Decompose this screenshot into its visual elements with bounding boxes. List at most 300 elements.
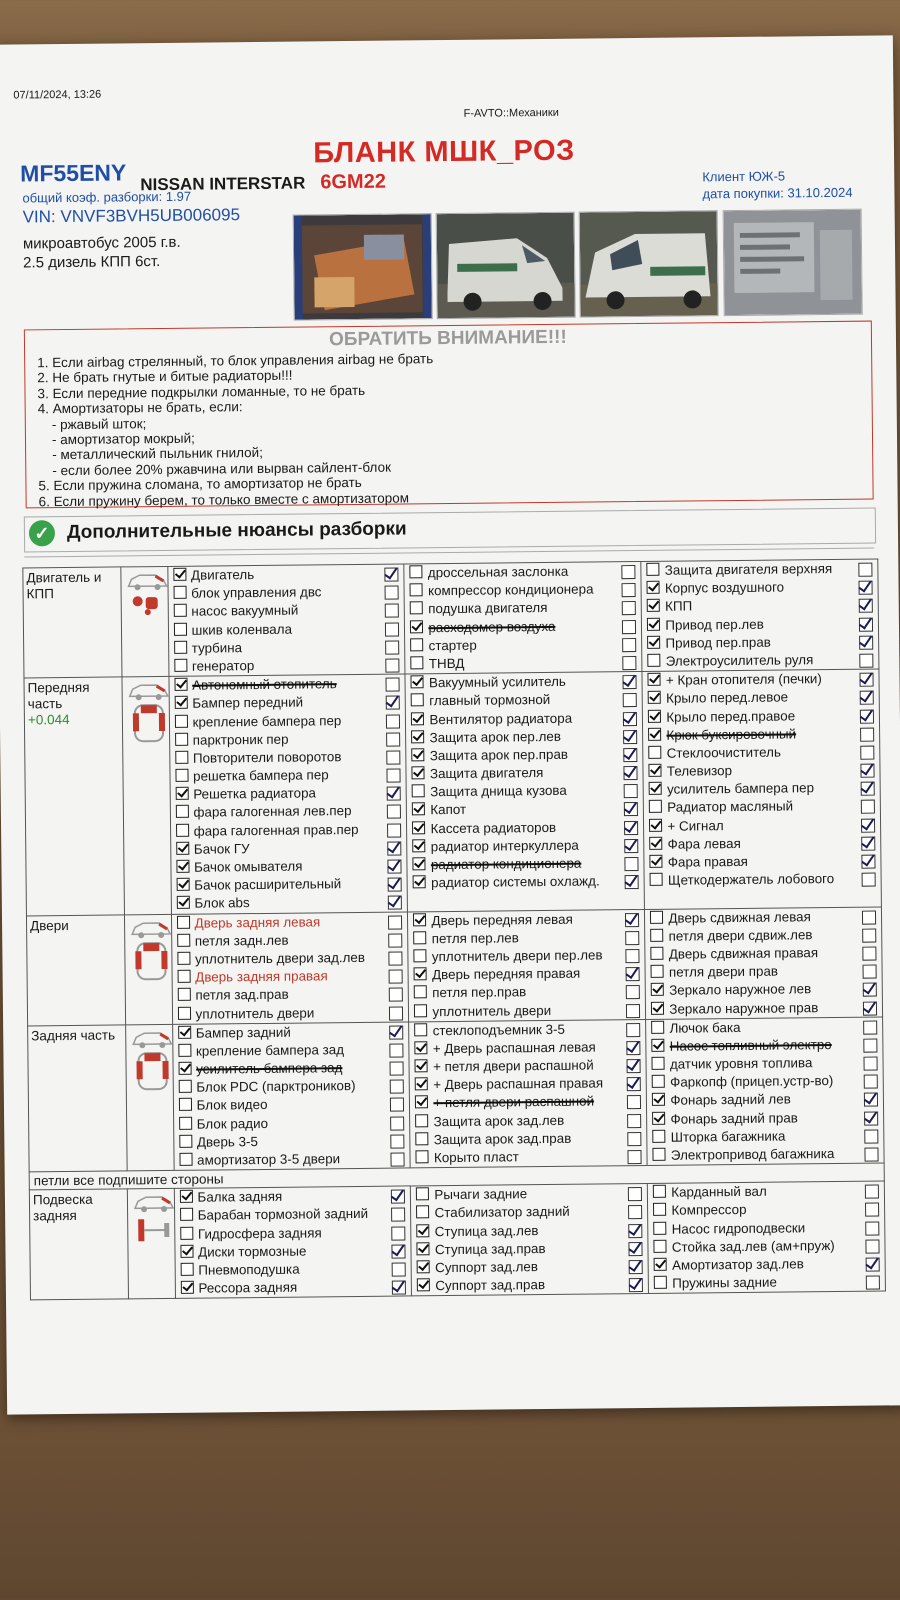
item-checkbox[interactable]	[410, 620, 423, 633]
item-checkbox[interactable]	[180, 1281, 193, 1294]
handwritten-checkbox[interactable]	[861, 836, 875, 850]
checklist-item[interactable]	[170, 583, 402, 604]
checklist-item[interactable]	[648, 1017, 880, 1038]
handwritten-checkbox[interactable]	[392, 1262, 406, 1276]
item-checkbox[interactable]	[647, 599, 660, 612]
item-checkbox[interactable]	[411, 675, 424, 688]
handwritten-checkbox[interactable]	[385, 568, 399, 582]
handwritten-checkbox[interactable]	[627, 1095, 641, 1109]
handwritten-checkbox[interactable]	[861, 855, 875, 869]
checklist-item[interactable]	[644, 596, 876, 617]
checklist-item[interactable]	[645, 650, 877, 671]
item-checkbox[interactable]	[647, 617, 660, 630]
handwritten-checkbox[interactable]	[861, 818, 875, 832]
checklist-item[interactable]	[175, 1095, 407, 1116]
item-checkbox[interactable]	[651, 929, 664, 942]
checklist-item[interactable]	[174, 967, 406, 988]
checklist-item[interactable]	[646, 779, 878, 800]
handwritten-checkbox[interactable]	[864, 1093, 878, 1107]
item-checkbox[interactable]	[414, 986, 427, 999]
handwritten-checkbox[interactable]	[864, 1129, 878, 1143]
checklist-item[interactable]	[411, 982, 643, 1003]
checklist-item[interactable]	[174, 912, 406, 933]
handwritten-checkbox[interactable]	[863, 1038, 877, 1052]
checklist-item[interactable]	[651, 1273, 883, 1294]
item-checkbox[interactable]	[410, 602, 423, 615]
handwritten-checkbox[interactable]	[391, 1152, 405, 1166]
handwritten-checkbox[interactable]	[861, 800, 875, 814]
item-checkbox[interactable]	[174, 659, 187, 672]
checklist-item[interactable]	[414, 1257, 646, 1278]
checklist-item[interactable]	[410, 836, 642, 857]
item-checkbox[interactable]	[650, 837, 663, 850]
checklist-item[interactable]	[413, 1129, 645, 1150]
item-checkbox[interactable]	[173, 604, 186, 617]
checklist-item[interactable]	[175, 1077, 407, 1098]
checklist-item[interactable]	[409, 763, 641, 784]
checklist-item[interactable]	[173, 875, 405, 896]
item-checkbox[interactable]	[177, 952, 190, 965]
handwritten-checkbox[interactable]	[629, 1260, 643, 1274]
checklist-item[interactable]	[174, 930, 406, 951]
handwritten-checkbox[interactable]	[858, 563, 872, 577]
handwritten-checkbox[interactable]	[391, 1134, 405, 1148]
checklist-item[interactable]	[412, 1092, 644, 1113]
item-checkbox[interactable]	[414, 931, 427, 944]
checklist-item[interactable]	[170, 564, 402, 585]
handwritten-checkbox[interactable]	[625, 857, 639, 871]
checklist-item[interactable]	[648, 962, 880, 983]
handwritten-checkbox[interactable]	[387, 823, 401, 837]
item-checkbox[interactable]	[415, 1023, 428, 1036]
checklist-item[interactable]	[409, 799, 641, 820]
checklist-item[interactable]	[171, 655, 403, 676]
item-checkbox[interactable]	[176, 842, 189, 855]
handwritten-checkbox[interactable]	[628, 1205, 642, 1219]
checklist-item[interactable]	[408, 727, 640, 748]
item-checkbox[interactable]	[648, 654, 661, 667]
handwritten-checkbox[interactable]	[626, 1004, 640, 1018]
checklist-item[interactable]	[172, 784, 404, 805]
checklist-item[interactable]	[174, 948, 406, 969]
handwritten-checkbox[interactable]	[387, 750, 401, 764]
item-checkbox[interactable]	[412, 821, 425, 834]
handwritten-checkbox[interactable]	[392, 1208, 406, 1222]
checklist-item[interactable]	[177, 1223, 409, 1244]
handwritten-checkbox[interactable]	[628, 1132, 642, 1146]
checklist-item[interactable]	[646, 797, 878, 818]
checklist-item[interactable]	[176, 1149, 408, 1170]
checklist-item[interactable]	[646, 761, 878, 782]
checklist-item[interactable]	[412, 1038, 644, 1059]
handwritten-checkbox[interactable]	[859, 617, 873, 631]
item-checkbox[interactable]	[178, 1025, 191, 1038]
item-checkbox[interactable]	[174, 714, 187, 727]
checklist-item[interactable]	[409, 818, 641, 839]
item-checkbox[interactable]	[178, 1080, 191, 1093]
handwritten-checkbox[interactable]	[387, 787, 401, 801]
handwritten-checkbox[interactable]	[390, 1043, 404, 1057]
checklist-item[interactable]	[649, 1035, 881, 1056]
handwritten-checkbox[interactable]	[626, 1023, 640, 1037]
checklist-item[interactable]	[171, 675, 403, 696]
checklist-item[interactable]	[172, 747, 404, 768]
item-checkbox[interactable]	[652, 1093, 665, 1106]
handwritten-checkbox[interactable]	[387, 805, 401, 819]
handwritten-checkbox[interactable]	[625, 839, 639, 853]
checklist-item[interactable]	[407, 617, 639, 638]
checklist-item[interactable]	[410, 854, 642, 875]
item-checkbox[interactable]	[417, 1278, 430, 1291]
item-checkbox[interactable]	[648, 673, 661, 686]
item-checkbox[interactable]	[649, 746, 662, 759]
item-checkbox[interactable]	[413, 839, 426, 852]
checklist-item[interactable]	[176, 1131, 408, 1152]
item-checkbox[interactable]	[174, 678, 187, 691]
checklist-item[interactable]	[411, 964, 643, 985]
checklist-item[interactable]	[650, 1126, 882, 1147]
item-checkbox[interactable]	[177, 933, 190, 946]
handwritten-checkbox[interactable]	[863, 965, 877, 979]
item-checkbox[interactable]	[413, 857, 426, 870]
checklist-item[interactable]	[646, 815, 878, 836]
item-checkbox[interactable]	[180, 1226, 193, 1239]
item-checkbox[interactable]	[175, 805, 188, 818]
checklist-item[interactable]	[408, 672, 640, 693]
item-checkbox[interactable]	[414, 1004, 427, 1017]
item-checkbox[interactable]	[654, 1276, 667, 1289]
item-checkbox[interactable]	[174, 641, 187, 654]
checklist-item[interactable]	[175, 1022, 407, 1043]
item-checkbox[interactable]	[413, 875, 426, 888]
handwritten-checkbox[interactable]	[389, 1006, 403, 1020]
checklist-item[interactable]	[410, 872, 642, 893]
handwritten-checkbox[interactable]	[386, 714, 400, 728]
checklist-item[interactable]	[645, 706, 877, 727]
item-checkbox[interactable]	[179, 1190, 192, 1203]
checklist-item[interactable]	[645, 724, 877, 745]
handwritten-checkbox[interactable]	[861, 782, 875, 796]
checklist-item[interactable]	[408, 709, 640, 730]
handwritten-checkbox[interactable]	[386, 696, 400, 710]
item-checkbox[interactable]	[412, 748, 425, 761]
handwritten-checkbox[interactable]	[623, 730, 637, 744]
checklist-item[interactable]	[173, 838, 405, 859]
checklist-item[interactable]	[410, 910, 642, 931]
checklist-item[interactable]	[647, 907, 879, 928]
item-checkbox[interactable]	[651, 983, 664, 996]
handwritten-checkbox[interactable]	[388, 915, 402, 929]
handwritten-checkbox[interactable]	[388, 896, 402, 910]
handwritten-checkbox[interactable]	[860, 709, 874, 723]
checklist-item[interactable]	[177, 1259, 409, 1280]
handwritten-checkbox[interactable]	[392, 1281, 406, 1295]
handwritten-checkbox[interactable]	[859, 581, 873, 595]
item-checkbox[interactable]	[414, 949, 427, 962]
handwritten-checkbox[interactable]	[622, 565, 636, 579]
checklist-item[interactable]	[646, 742, 878, 763]
checklist-item[interactable]	[177, 1241, 409, 1262]
item-checkbox[interactable]	[652, 1039, 665, 1052]
checklist-item[interactable]	[408, 653, 640, 674]
handwritten-checkbox[interactable]	[390, 1025, 404, 1039]
handwritten-checkbox[interactable]	[622, 583, 636, 597]
item-checkbox[interactable]	[647, 581, 660, 594]
handwritten-checkbox[interactable]	[629, 1278, 643, 1292]
checklist-item[interactable]	[647, 925, 879, 946]
handwritten-checkbox[interactable]	[629, 1224, 643, 1238]
item-checkbox[interactable]	[414, 967, 427, 980]
checklist-item[interactable]	[174, 1003, 406, 1024]
checklist-item[interactable]	[413, 1184, 645, 1205]
checklist-item[interactable]	[172, 729, 404, 750]
handwritten-checkbox[interactable]	[392, 1226, 406, 1240]
handwritten-checkbox[interactable]	[865, 1203, 879, 1217]
checklist-item[interactable]	[175, 1040, 407, 1061]
checklist-item[interactable]	[408, 690, 640, 711]
handwritten-checkbox[interactable]	[389, 933, 403, 947]
handwritten-checkbox[interactable]	[626, 967, 640, 981]
handwritten-checkbox[interactable]	[862, 928, 876, 942]
item-checkbox[interactable]	[650, 910, 663, 923]
item-checkbox[interactable]	[417, 1224, 430, 1237]
handwritten-checkbox[interactable]	[864, 1075, 878, 1089]
handwritten-checkbox[interactable]	[859, 635, 873, 649]
item-checkbox[interactable]	[652, 1075, 665, 1088]
item-checkbox[interactable]	[176, 860, 189, 873]
handwritten-checkbox[interactable]	[388, 841, 402, 855]
item-checkbox[interactable]	[178, 1044, 191, 1057]
handwritten-checkbox[interactable]	[390, 1062, 404, 1076]
item-checkbox[interactable]	[653, 1130, 666, 1143]
item-checkbox[interactable]	[179, 1135, 192, 1148]
handwritten-checkbox[interactable]	[863, 1020, 877, 1034]
handwritten-checkbox[interactable]	[623, 712, 637, 726]
item-checkbox[interactable]	[176, 896, 189, 909]
handwritten-checkbox[interactable]	[623, 693, 637, 707]
checklist-item[interactable]	[647, 852, 879, 873]
item-checkbox[interactable]	[649, 800, 662, 813]
checklist-item[interactable]	[650, 1182, 882, 1203]
item-checkbox[interactable]	[654, 1258, 667, 1271]
handwritten-checkbox[interactable]	[386, 658, 400, 672]
checklist-item[interactable]	[408, 635, 640, 656]
item-checkbox[interactable]	[413, 913, 426, 926]
handwritten-checkbox[interactable]	[863, 983, 877, 997]
item-checkbox[interactable]	[416, 1150, 429, 1163]
checklist-item[interactable]	[407, 598, 639, 619]
item-checkbox[interactable]	[176, 878, 189, 891]
checklist-item[interactable]	[177, 1205, 409, 1226]
checklist-item[interactable]	[413, 1202, 645, 1223]
checklist-item[interactable]	[650, 1145, 882, 1166]
checklist-item[interactable]	[175, 1059, 407, 1080]
handwritten-checkbox[interactable]	[624, 784, 638, 798]
handwritten-checkbox[interactable]	[862, 910, 876, 924]
handwritten-checkbox[interactable]	[865, 1221, 879, 1235]
item-checkbox[interactable]	[647, 563, 660, 576]
checklist-item[interactable]	[644, 614, 876, 635]
checklist-item[interactable]	[650, 1200, 882, 1221]
checklist-item[interactable]	[172, 802, 404, 823]
handwritten-checkbox[interactable]	[622, 601, 636, 615]
checklist-item[interactable]	[407, 562, 639, 583]
handwritten-checkbox[interactable]	[387, 732, 401, 746]
handwritten-checkbox[interactable]	[628, 1187, 642, 1201]
item-checkbox[interactable]	[175, 732, 188, 745]
handwritten-checkbox[interactable]	[623, 675, 637, 689]
handwritten-checkbox[interactable]	[624, 821, 638, 835]
handwritten-checkbox[interactable]	[390, 1080, 404, 1094]
handwritten-checkbox[interactable]	[864, 1148, 878, 1162]
handwritten-checkbox[interactable]	[622, 620, 636, 634]
item-checkbox[interactable]	[175, 751, 188, 764]
checklist-item[interactable]	[412, 1056, 644, 1077]
handwritten-checkbox[interactable]	[860, 764, 874, 778]
item-checkbox[interactable]	[654, 1221, 667, 1234]
item-checkbox[interactable]	[177, 988, 190, 1001]
item-checkbox[interactable]	[180, 1244, 193, 1257]
item-checkbox[interactable]	[650, 873, 663, 886]
handwritten-checkbox[interactable]	[387, 769, 401, 783]
item-checkbox[interactable]	[415, 1096, 428, 1109]
item-checkbox[interactable]	[177, 970, 190, 983]
item-checkbox[interactable]	[415, 1059, 428, 1072]
item-checkbox[interactable]	[653, 1185, 666, 1198]
item-checkbox[interactable]	[653, 1148, 666, 1161]
item-checkbox[interactable]	[412, 730, 425, 743]
checklist-item[interactable]	[649, 1054, 881, 1075]
item-checkbox[interactable]	[175, 769, 188, 782]
item-checkbox[interactable]	[412, 785, 425, 798]
item-checkbox[interactable]	[173, 622, 186, 635]
item-checkbox[interactable]	[416, 1132, 429, 1145]
checklist-item[interactable]	[171, 637, 403, 658]
item-checkbox[interactable]	[412, 803, 425, 816]
checklist-item[interactable]	[649, 1108, 881, 1129]
item-checkbox[interactable]	[651, 1020, 664, 1033]
handwritten-checkbox[interactable]	[860, 691, 874, 705]
handwritten-checkbox[interactable]	[385, 622, 399, 636]
checklist-item[interactable]	[648, 943, 880, 964]
checklist-item[interactable]	[411, 1000, 643, 1021]
checklist-item[interactable]	[645, 688, 877, 709]
handwritten-checkbox[interactable]	[626, 931, 640, 945]
item-checkbox[interactable]	[416, 1187, 429, 1200]
handwritten-checkbox[interactable]	[627, 1077, 641, 1091]
checklist-item[interactable]	[174, 985, 406, 1006]
checklist-item[interactable]	[648, 998, 880, 1019]
handwritten-checkbox[interactable]	[859, 599, 873, 613]
handwritten-checkbox[interactable]	[624, 802, 638, 816]
item-checkbox[interactable]	[180, 1263, 193, 1276]
item-checkbox[interactable]	[179, 1153, 192, 1166]
handwritten-checkbox[interactable]	[627, 1041, 641, 1055]
handwritten-checkbox[interactable]	[388, 878, 402, 892]
item-checkbox[interactable]	[411, 638, 424, 651]
item-checkbox[interactable]	[180, 1208, 193, 1221]
item-checkbox[interactable]	[648, 727, 661, 740]
item-checkbox[interactable]	[411, 712, 424, 725]
checklist-item[interactable]	[172, 766, 404, 787]
item-checkbox[interactable]	[649, 782, 662, 795]
checklist-item[interactable]	[170, 619, 402, 640]
item-checkbox[interactable]	[178, 1006, 191, 1019]
handwritten-checkbox[interactable]	[866, 1257, 880, 1271]
item-checkbox[interactable]	[654, 1240, 667, 1253]
handwritten-checkbox[interactable]	[627, 1059, 641, 1073]
item-checkbox[interactable]	[179, 1116, 192, 1129]
checklist-item[interactable]	[173, 856, 405, 877]
checklist-item[interactable]	[412, 1020, 644, 1041]
checklist-item[interactable]	[171, 693, 403, 714]
checklist-item[interactable]	[170, 601, 402, 622]
item-checkbox[interactable]	[650, 855, 663, 868]
item-checkbox[interactable]	[652, 1057, 665, 1070]
handwritten-checkbox[interactable]	[862, 946, 876, 960]
checklist-item[interactable]	[414, 1221, 646, 1242]
handwritten-checkbox[interactable]	[625, 875, 639, 889]
checklist-item[interactable]	[644, 560, 876, 581]
handwritten-checkbox[interactable]	[391, 1116, 405, 1130]
handwritten-checkbox[interactable]	[863, 1057, 877, 1071]
handwritten-checkbox[interactable]	[389, 951, 403, 965]
item-checkbox[interactable]	[412, 766, 425, 779]
handwritten-checkbox[interactable]	[622, 638, 636, 652]
checklist-item[interactable]	[414, 1239, 646, 1260]
handwritten-checkbox[interactable]	[385, 604, 399, 618]
item-checkbox[interactable]	[415, 1041, 428, 1054]
handwritten-checkbox[interactable]	[623, 656, 637, 670]
item-checkbox[interactable]	[177, 915, 190, 928]
handwritten-checkbox[interactable]	[859, 654, 873, 668]
item-checkbox[interactable]	[178, 1062, 191, 1075]
handwritten-checkbox[interactable]	[388, 860, 402, 874]
checklist-item[interactable]	[412, 1074, 644, 1095]
handwritten-checkbox[interactable]	[385, 586, 399, 600]
item-checkbox[interactable]	[651, 947, 664, 960]
item-checkbox[interactable]	[647, 636, 660, 649]
item-checkbox[interactable]	[178, 1098, 191, 1111]
handwritten-checkbox[interactable]	[860, 727, 874, 741]
item-checkbox[interactable]	[648, 709, 661, 722]
checklist-item[interactable]	[414, 1275, 646, 1296]
handwritten-checkbox[interactable]	[866, 1276, 880, 1290]
checklist-item[interactable]	[413, 1111, 645, 1132]
handwritten-checkbox[interactable]	[629, 1242, 643, 1256]
handwritten-checkbox[interactable]	[865, 1185, 879, 1199]
checklist-item[interactable]	[644, 578, 876, 599]
item-checkbox[interactable]	[648, 691, 661, 704]
handwritten-checkbox[interactable]	[389, 988, 403, 1002]
checklist-item[interactable]	[411, 928, 643, 949]
checklist-item[interactable]	[644, 632, 876, 653]
item-checkbox[interactable]	[649, 818, 662, 831]
handwritten-checkbox[interactable]	[865, 1239, 879, 1253]
checklist-item[interactable]	[176, 1113, 408, 1134]
item-checkbox[interactable]	[415, 1077, 428, 1090]
checklist-item[interactable]	[651, 1218, 883, 1239]
checklist-item[interactable]	[171, 711, 403, 732]
checklist-item[interactable]	[409, 745, 641, 766]
item-checkbox[interactable]	[173, 586, 186, 599]
checklist-item[interactable]	[647, 870, 879, 891]
item-checkbox[interactable]	[417, 1260, 430, 1273]
handwritten-checkbox[interactable]	[860, 745, 874, 759]
checklist-item[interactable]	[648, 980, 880, 1001]
handwritten-checkbox[interactable]	[859, 673, 873, 687]
handwritten-checkbox[interactable]	[862, 873, 876, 887]
